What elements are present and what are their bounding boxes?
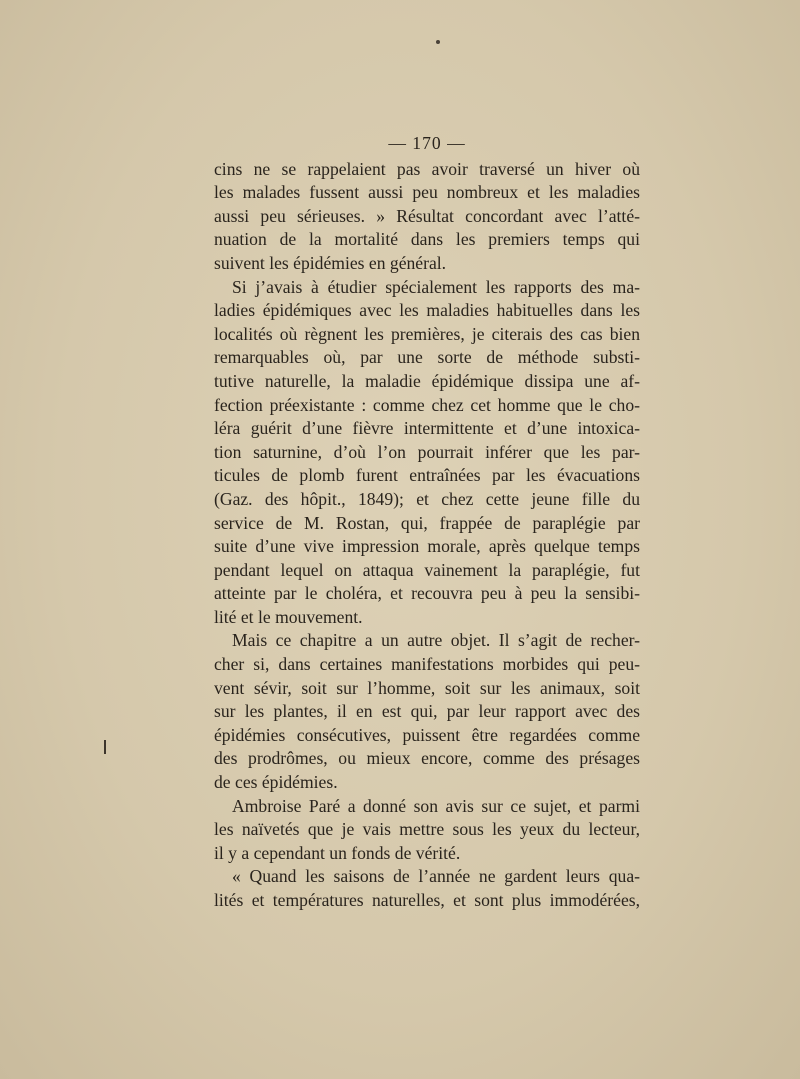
paragraph-4	[214, 795, 640, 866]
text-line: épidémies consécutives, puissent être regardées comme	[214, 724, 640, 745]
text-line: tutive naturelle, la maladie épidémique dissipa une af-	[214, 370, 640, 391]
text-line: léra guérit d’une fièvre intermittente et d’une intoxica-	[214, 418, 640, 439]
text-line: cins ne se rappelaient pas avoir traversé un hiver où	[214, 158, 640, 179]
text-line: lités et températures naturelles, et sont plus immodérées,	[214, 890, 640, 910]
ink-speck	[436, 40, 440, 44]
margin-mark	[104, 740, 106, 754]
text-line: aussi peu sérieuses. » Résultat concordant avec l’atté-	[214, 205, 640, 226]
paragraph-5	[214, 865, 640, 912]
text-line: sur les plantes, il en est qui, par leur rapport avec des	[214, 701, 640, 722]
text-line: de ces épidémies.	[214, 772, 338, 793]
text-line: ladies épidémiques avec les maladies habituelles dans les	[214, 300, 640, 321]
text-line: atteinte par le choléra, et recouvra peu à peu la sensibi-	[214, 583, 640, 604]
paragraph-1	[214, 158, 640, 276]
text-line: cher si, dans certaines manifestations morbides qui peu-	[214, 654, 640, 675]
text-line: ticules de plomb furent entraînées par les évacuations	[214, 465, 640, 486]
text-line: il y a cependant un fonds de vérité.	[214, 842, 461, 863]
text-line: Si j’avais à étudier spécialement les rapports des ma-	[232, 276, 640, 297]
text-line: (Gaz. des hôpit., 1849); et chez cette jeune fille du	[214, 488, 640, 509]
text-line: lité et le mouvement.	[214, 606, 363, 627]
page-number-header: — 170 —	[388, 133, 466, 153]
text-line: pendant lequel on attaqua vainement la paraplégie, fut	[214, 559, 640, 580]
text-line: « Quand les saisons de l’année ne gardent leurs qua-	[232, 866, 640, 887]
text-line: fection préexistante : comme chez cet homme que le cho-	[214, 394, 640, 415]
text-line: les malades fussent aussi peu nombreux et les maladies	[214, 182, 640, 203]
text-line: Ambroise Paré a donné son avis sur ce sujet, et parmi	[232, 795, 640, 816]
paragraph-2	[214, 276, 640, 630]
paragraph-3	[214, 629, 640, 794]
text-line: Mais ce chapitre a un autre objet. Il s’agit de recher-	[232, 630, 640, 651]
text-line: des prodrômes, ou mieux encore, comme des présages	[214, 748, 640, 769]
text-line: service de M. Rostan, qui, frappée de paraplégie par	[214, 512, 640, 533]
text-line: remarquables où, par une sorte de méthode substi-	[214, 347, 640, 368]
text-line: nuation de la mortalité dans les premiers temps qui	[214, 229, 640, 250]
text-line: vent sévir, soit sur l’homme, soit sur les animaux, soit	[214, 677, 640, 698]
text-line: suite d’une vive impression morale, après quelque temps	[214, 536, 640, 557]
text-line: tion saturnine, d’où l’on pourrait inférer que les par-	[214, 441, 640, 462]
text-line: localités où règnent les premières, je citerais des cas bien	[214, 323, 640, 344]
page-text	[214, 132, 640, 913]
text-line: les naïvetés que je vais mettre sous les yeux du lecteur,	[214, 819, 640, 840]
text-line: suivent les épidémies en général.	[214, 252, 447, 273]
